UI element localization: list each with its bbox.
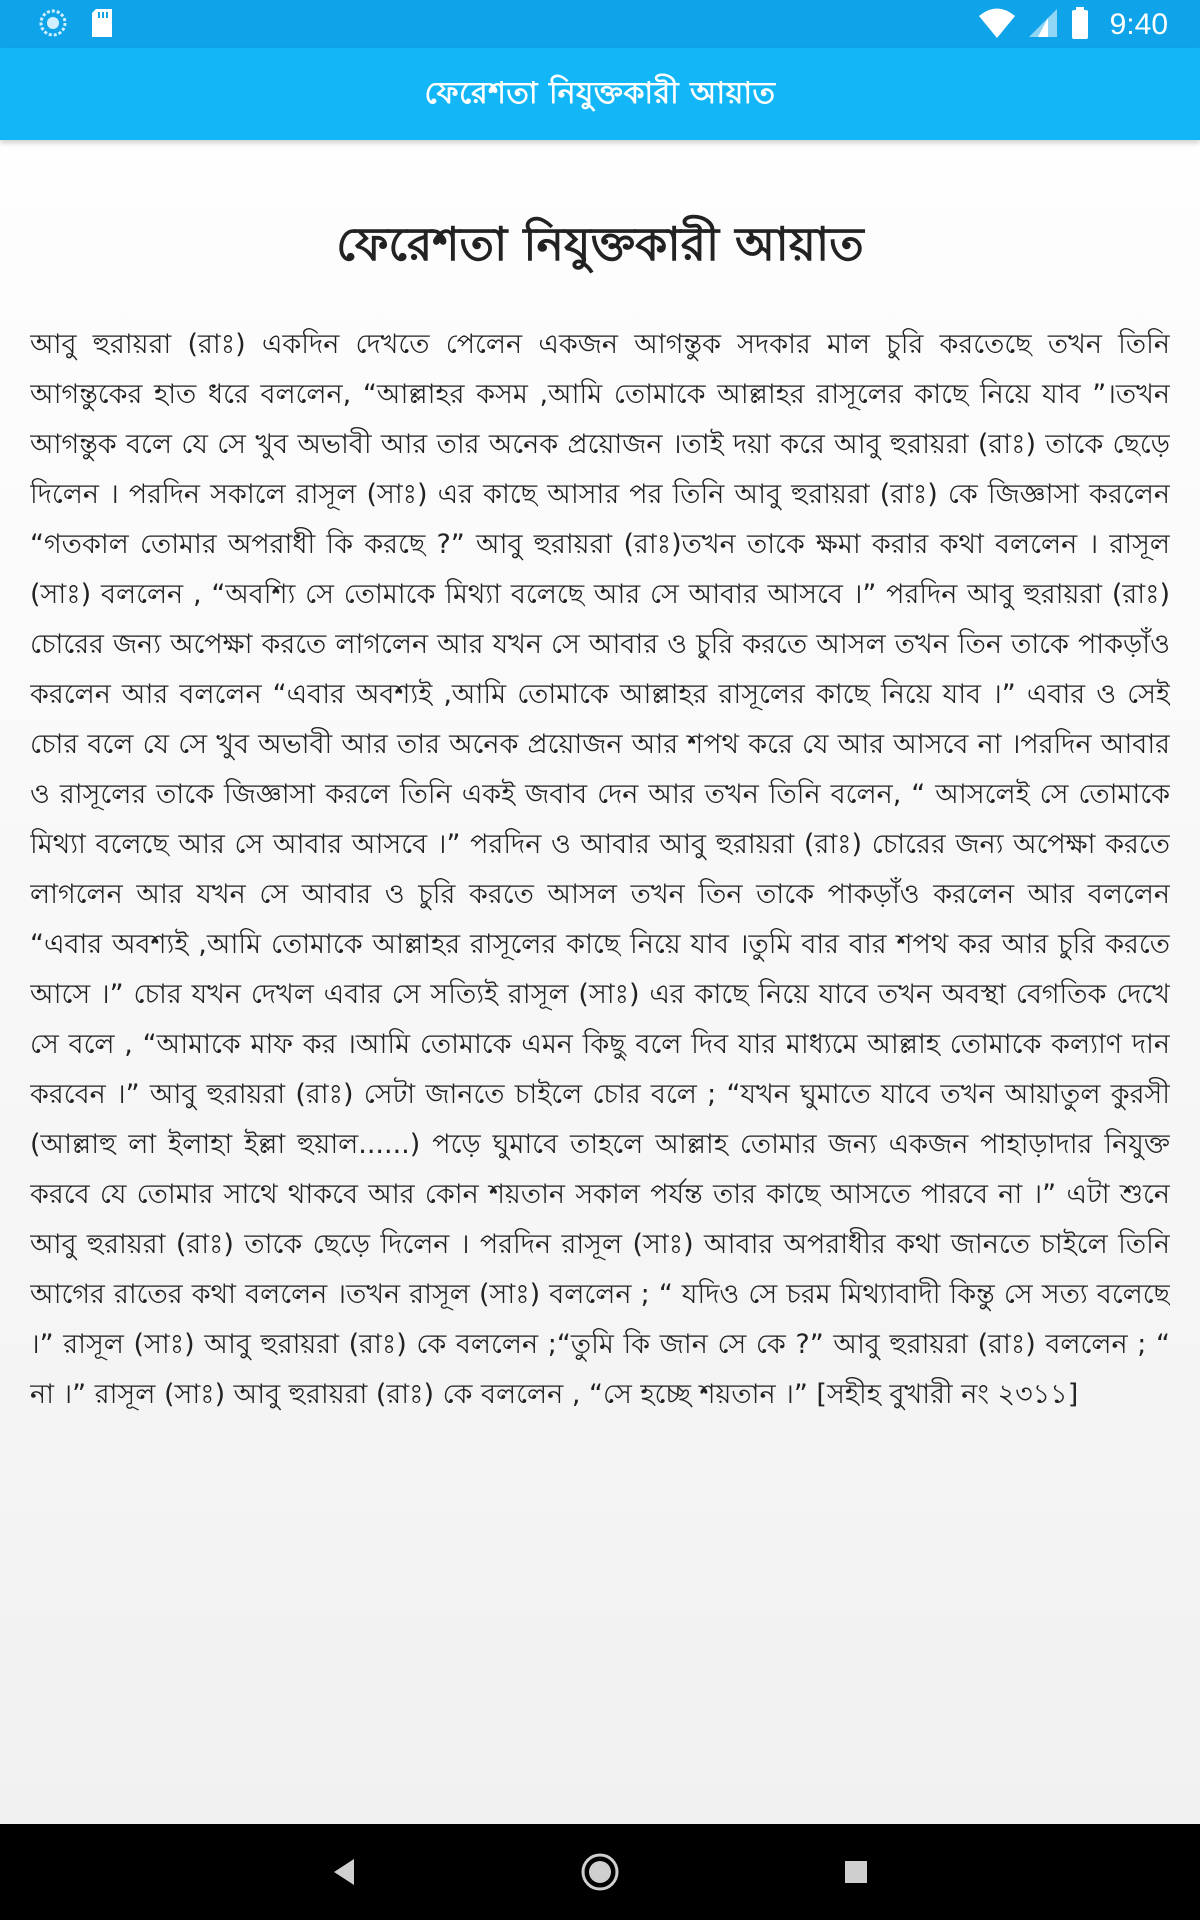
app-bar-title: ফেরেশতা নিযুক্তকারী আয়াত bbox=[424, 75, 776, 111]
sync-icon bbox=[38, 8, 68, 42]
app-bar bbox=[0, 48, 1200, 140]
article-body: আবু হুরায়রা (রাঃ) একদিন দেখতে পেলেন একজন আগন্তুক সদকার মাল চুরি করতেছে তখন তিনি আগন্তুকের হাত ধরে বললেন, “আল্লাহর কসম ,আমি তোমাকে আল্লাহর রাসূলের কাছে নিয়ে যাব ”।তখন আগন্তুক বলে যে সে খুব অভাবী আর তার অনেক প্রয়োজন ।তাই দয়া করে আবু হুরায়রা (রাঃ) তাকে ছেড়ে দিলেন । পরদিন সকালে রাসূল (সাঃ) এর কাছে আসার পর তিনি আবু হুরায়রা (রাঃ) কে জিজ্ঞাসা করলেন “গতকাল তোমার অপরাধী কি করছে ?” আবু হুরায়রা (রাঃ)তখন তাকে ক্ষমা করার কথা বললেন । রাসূল (সাঃ) বললেন , “অবশ্যি সে তোমাকে মিথ্যা বলেছে আর সে আবার আসবে ।” পরদিন আবু হুরায়রা (রাঃ) চোরের জন্য অপেক্ষা করতে লাগলেন আর যখন সে আবার ও চুরি করতে আসল তখন তিন তাকে পাকড়াঁও করলেন আর বললেন “এবার অবশ্যই ,আমি তোমাকে আল্লাহর রাসূলের কাছে নিয়ে যাব ।” এবার ও সেই চোর বলে যে সে খুব অভাবী আর তার অনেক প্রয়োজন আর শপথ করে যে আর আসবে না ।পরদিন আবার ও রাসূলের তাকে জিজ্ঞাসা করলে তিনি একই জবাব দেন আর তখন তিনি বলেন, “ আসলেই সে তোমাকে মিথ্যা বলেছে আর সে আবার আসবে ।” পরদিন ও আবার আবু হুরায়রা (রাঃ) চোরের জন্য অপেক্ষা করতে লাগলেন আর যখন সে আবার ও চুরি করতে আসল তখন তিন তাকে পাকড়াঁও করলেন আর বললেন “এবার অবশ্যই ,আমি তোমাকে আল্লাহর রাসূলের কাছে নিয়ে যাব ।তুমি বার বার শপথ কর আর চুরি করতে আসে ।” চোর যখন দেখল এবার সে সত্যিই রাসূল (সাঃ) এর কাছে নিয়ে যাবে তখন অবস্থা বেগতিক দেখে সে বলে , “আমাকে মাফ কর ।আমি তোমাকে এমন কিছু বলে দিব যার মাধ্যমে আল্লাহ তোমাকে কল্যাণ দান করবেন ।” আবু হুরায়রা (রাঃ) সেটা জানতে চাইলে চোর বলে ; “যখন ঘুমাতে যাবে তখন আয়াতুল কুরসী (আল্লাহু লা ইলাহা ইল্লা হুয়াল......) পড়ে ঘুমাবে তাহলে আল্লাহ তোমার জন্য একজন পাহাড়াদার নিযুক্ত করবে যে তোমার সাথে থাকবে আর কোন শয়তান সকাল পর্যন্ত তার কাছে আসতে পারবে না ।” এটা শুনে আবু হুরায়রা (রাঃ) তাকে ছেড়ে দিলেন । পরদিন রাসূল (সাঃ) আবার অপরাধীর কথা জানতে চাইলে তিনি আগের রাতের কথা বললেন ।তখন রাসূল (সাঃ) বললেন ; “ যদিও সে চরম মিথ্যাবাদী কিন্তু সে সত্য বলেছে ।” রাসূল (সাঃ) আবু হুরায়রা (রাঃ) কে বললেন ;“তুমি কি জান সে কে ?” আবু হুরায়রা (রাঃ) বললেন ; “ না ।” রাসূল (সাঃ) আবু হুরায়রা (রাঃ) কে বললেন , “সে হচ্ছে শয়তান ।” [সহীহ বুখারী নং ২৩১১] bbox=[30, 329, 1170, 1410]
signal-icon bbox=[1028, 7, 1058, 43]
status-bar bbox=[0, 0, 1200, 48]
navigation-bar bbox=[0, 1824, 1200, 1920]
article-content[interactable] bbox=[30, 140, 1170, 1820]
article-title: ফেরেশতা নিযুক্তকারী আয়াত bbox=[336, 217, 864, 271]
recents-icon[interactable] bbox=[832, 1848, 880, 1896]
battery-icon bbox=[1070, 6, 1090, 44]
wifi-icon bbox=[978, 7, 1016, 43]
back-icon[interactable] bbox=[320, 1848, 368, 1896]
home-icon[interactable] bbox=[576, 1848, 624, 1896]
status-right bbox=[978, 6, 1168, 44]
sd-card-icon bbox=[90, 8, 114, 42]
status-time: 9:40 bbox=[1109, 8, 1168, 41]
status-left bbox=[38, 8, 114, 42]
